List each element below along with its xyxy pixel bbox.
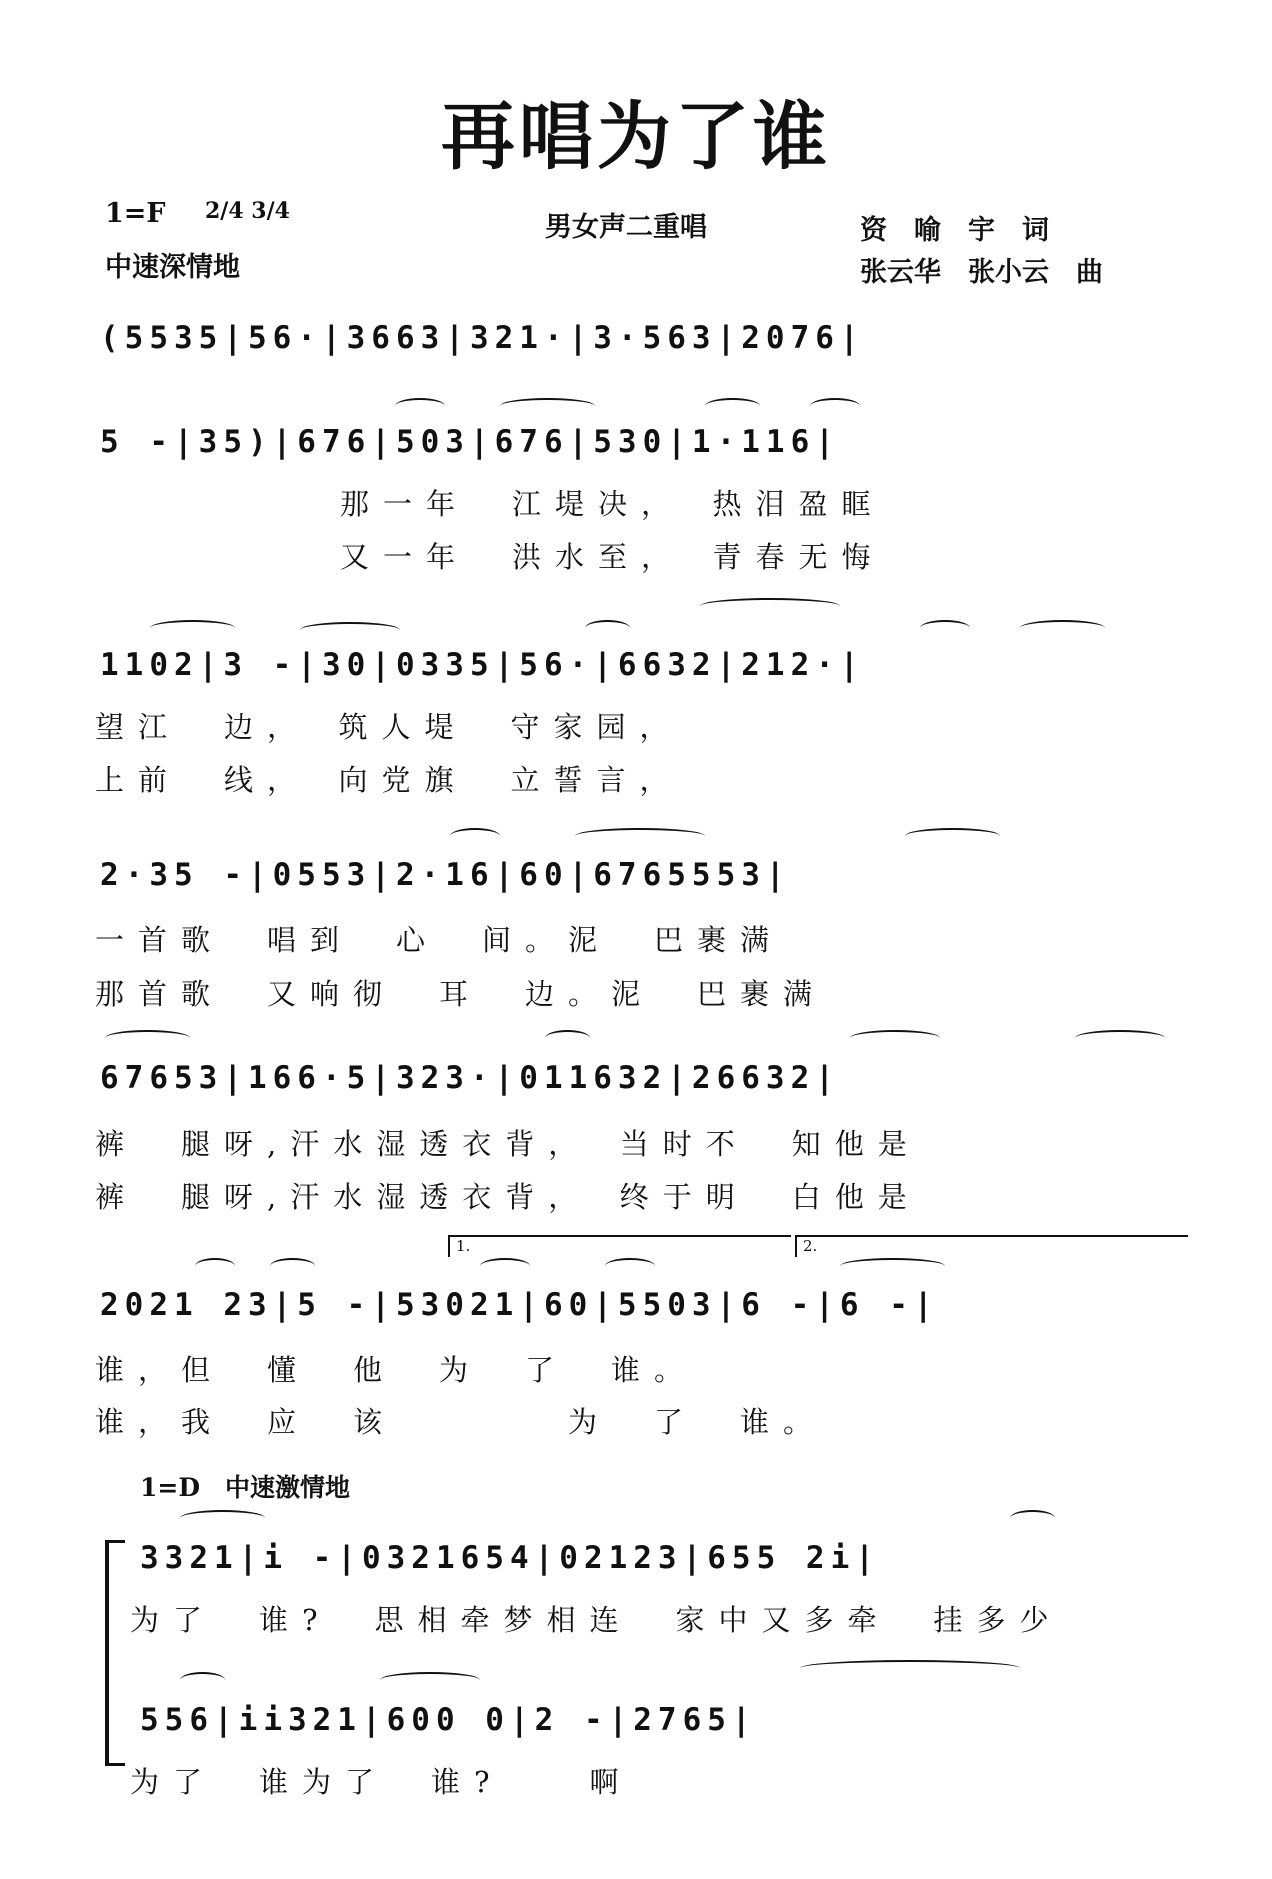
- slur: [450, 828, 500, 844]
- slur: [575, 828, 705, 844]
- slur: [105, 1030, 190, 1046]
- slur: [180, 1672, 225, 1688]
- slur: [840, 1258, 945, 1274]
- song-title: 再唱为了谁: [441, 94, 831, 180]
- notes-system-2: 5 -|35)|676|503|676|530|1·116|: [100, 424, 840, 460]
- notes-lower-voice: 556|ii321|600 0|2 -|2765|: [140, 1702, 757, 1738]
- lyrics-verse-2: 裤 腿呀,汗水湿透衣背， 终于明 白他是: [95, 1180, 921, 1214]
- slur: [905, 828, 1000, 844]
- lyrics-verse-2: 上前 线， 向党旗 立誓言，: [95, 763, 683, 797]
- lyrics-verse-2: 那首歌 又响彻 耳 边。泥 巴裹满: [95, 977, 827, 1011]
- lyrics-upper-voice: 为了 谁? 思相牵梦相连 家中又多牵 挂多少: [130, 1603, 1063, 1637]
- slur: [605, 1258, 655, 1274]
- first-ending-bracket: 1.: [448, 1235, 791, 1257]
- slur: [380, 1672, 480, 1688]
- slur: [180, 1510, 265, 1526]
- lyrics-verse-1: 望江 边， 筑人堤 守家园，: [95, 710, 683, 744]
- lyricist-credit: 资 喻 宇 词: [860, 215, 1049, 246]
- slur: [800, 1660, 1020, 1676]
- time-signature: 2/4 3/4: [205, 198, 290, 224]
- tempo-marking: 中速深情地: [105, 252, 240, 283]
- performance-type: 男女声二重唱: [545, 212, 707, 243]
- notes-upper-voice: 3321|i -|0321654|02123|655 2i|: [140, 1540, 880, 1576]
- notes-system-1: (5535|56·|3663|321·|3·563|2076|: [100, 320, 865, 356]
- slur: [270, 1258, 315, 1274]
- lyrics-verse-1: 一首歌 唱到 心 间。泥 巴裹满: [95, 923, 784, 957]
- notes-system-5: 67653|166·5|323·|011632|26632|: [100, 1060, 840, 1096]
- lyrics-lower-voice: 为了 谁为了 谁? 啊: [130, 1765, 633, 1799]
- lyrics-verse-1: 裤 腿呀,汗水湿透衣背， 当时不 知他是: [95, 1127, 921, 1161]
- slur: [1020, 620, 1105, 636]
- notes-system-3: 1102|3 -|30|0335|56·|6632|212·|: [100, 647, 865, 683]
- lyrics-verse-2: 又一年 洪水至， 青春无悔: [340, 540, 885, 574]
- slur: [1075, 1030, 1165, 1046]
- section2-key-tempo: 1=D 中速激情地: [140, 1473, 351, 1502]
- lyrics-verse-2: 谁，我 应 该 为 了 谁。: [95, 1405, 827, 1439]
- key-signature: 1=F: [105, 198, 166, 229]
- lyrics-verse-1: 谁，但 懂 他 为 了 谁。: [95, 1353, 698, 1387]
- notes-system-4: 2·35 -|0553|2·16|60|6765553|: [100, 857, 791, 893]
- slur: [920, 620, 970, 636]
- slur: [585, 620, 630, 636]
- notes-system-6: 2021 23|5 -|53021|60|5503|6 -|6 -|: [100, 1287, 939, 1323]
- slur: [1010, 1510, 1055, 1526]
- composer-credit: 张云华 张小云 曲: [860, 257, 1103, 288]
- second-ending-bracket: 2.: [795, 1235, 1188, 1257]
- slur: [195, 1258, 235, 1274]
- lyrics-verse-1: 那一年 江堤决， 热泪盈眶: [340, 487, 885, 521]
- slur: [850, 1030, 940, 1046]
- slur: [545, 1030, 590, 1046]
- slur: [480, 1258, 530, 1274]
- system-brace: [105, 1540, 125, 1766]
- slur: [700, 598, 840, 614]
- slur: [150, 620, 235, 636]
